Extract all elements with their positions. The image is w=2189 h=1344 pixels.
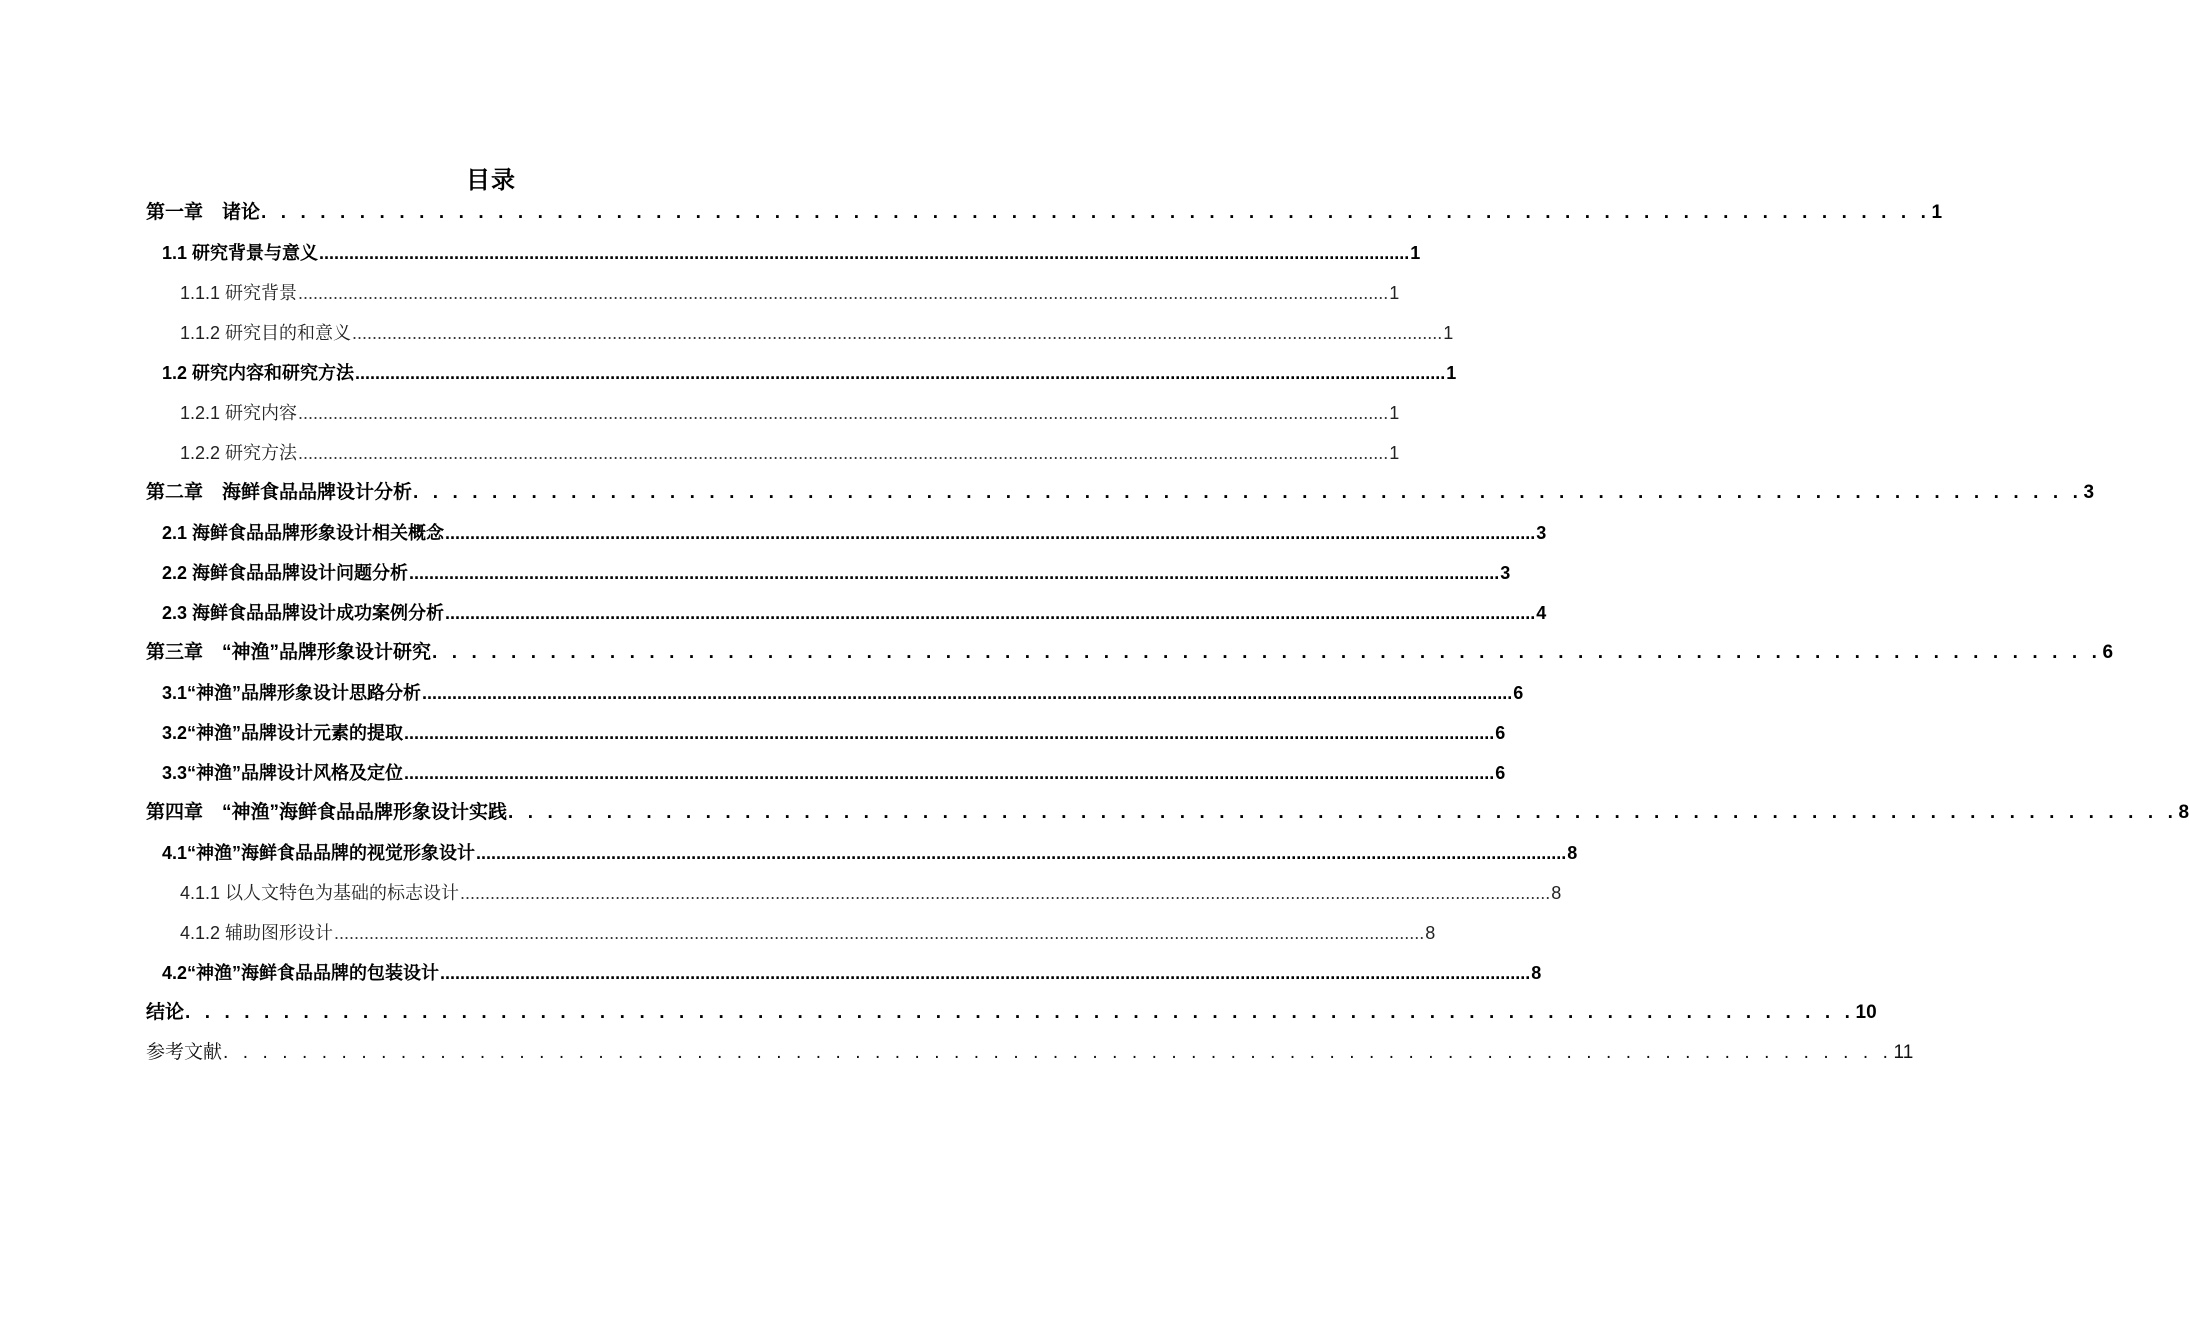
- toc-entry[interactable]: [180, 438, 1400, 468]
- toc-entry[interactable]: [162, 598, 1547, 628]
- toc-dot-leader: ..........................................................................................................................................................................................................................: [404, 723, 1495, 743]
- toc-dot-leader: ..........................................................................................................................................................................................................................: [404, 763, 1495, 783]
- toc-entry-label: 4.1.1 以人文特色为基础的标志设计: [180, 883, 460, 903]
- toc-entry-page-number: 8: [1551, 883, 1562, 903]
- toc-entry-label: 第二章 海鲜食品品牌设计分析: [146, 482, 413, 503]
- toc-dot-leader: ..........................................................................................................................................................................................................................: [440, 963, 1531, 983]
- toc-dot-leader: ..........................................................................................................................................................................................................................: [445, 523, 1536, 543]
- toc-entry-label: 4.1“神渔”海鲜食品品牌的视觉形象设计: [162, 843, 476, 863]
- toc-entry-page-number: 3: [2083, 482, 2095, 503]
- toc-entry[interactable]: [162, 558, 1511, 588]
- toc-entry-page-number: 1: [1443, 323, 1454, 343]
- toc-entry[interactable]: [146, 638, 2114, 668]
- toc-entry-label: 2.1 海鲜食品品牌形象设计相关概念: [162, 523, 445, 543]
- toc-entry-page-number: 1: [1410, 243, 1421, 263]
- toc-entry-label: 第一章 诸论: [146, 202, 261, 223]
- toc-entry-page-number: 10: [1855, 1002, 1877, 1023]
- toc-entry[interactable]: [180, 278, 1400, 308]
- toc-title: 目录: [466, 167, 516, 194]
- toc-entry-page-number: 8: [1531, 963, 1542, 983]
- toc-entry[interactable]: [180, 918, 1436, 948]
- toc-entry-page-number: 1: [1931, 202, 1943, 223]
- toc-entry-page-number: 6: [1495, 723, 1506, 743]
- toc-entry[interactable]: [162, 718, 1506, 748]
- toc-entry-page-number: 6: [1495, 763, 1506, 783]
- toc-entry-page-number: 1: [1446, 363, 1457, 383]
- toc-dot-leader: ..........................................................................................................................................................................................................................: [334, 923, 1425, 943]
- toc-entry-label: 1.1.1 研究背景: [180, 283, 298, 303]
- toc-entry-page-number: 8: [1567, 843, 1578, 863]
- toc-entry-page-number: 3: [1500, 563, 1511, 583]
- toc-entry-page-number: 6: [2102, 642, 2114, 663]
- toc-entry[interactable]: [146, 478, 2095, 508]
- toc-entry-label: 2.2 海鲜食品品牌设计问题分析: [162, 563, 409, 583]
- toc-entry-page-number: 4: [1536, 603, 1547, 623]
- toc-entry-page-number: 6: [1513, 683, 1524, 703]
- toc-entry-page-number: 3: [1536, 523, 1547, 543]
- toc-entry-page-number: 1: [1389, 283, 1400, 303]
- toc-dot-leader: ..........................................................................................................................................................................................................................: [352, 323, 1443, 343]
- toc-entry[interactable]: [162, 838, 1578, 868]
- toc-dot-leader: ..........................................................................................................................................................................................................................: [319, 243, 1410, 263]
- toc-entry-label: 参考文献: [146, 1042, 223, 1063]
- toc-dot-leader: ..........................................................................................................................................................................................................................: [298, 403, 1389, 423]
- toc-entry-label: 1.1.2 研究目的和意义: [180, 323, 352, 343]
- toc-dot-leader: . . . . . . . . . . . . . . . . . . . . . . . . . . . . . . . . . . . . . . . . . . . . . . . . . . . . . . . . . . . . . . . . . . . . . . . . . . . . . . . . . . . . .: [432, 642, 2102, 663]
- toc-entry-label: 第四章 “神渔”海鲜食品品牌形象设计实践: [146, 802, 508, 823]
- toc-dot-leader: . . . . . . . . . . . . . . . . . . . . . . . . . . . . . . . . . . . . . . . . . . . . . . . . . . . . . . . . . . . . . . . . . . . . . . . . . . . . . . . . . . . . .: [223, 1042, 1893, 1063]
- toc-entry-label: 1.2.1 研究内容: [180, 403, 298, 423]
- toc-entry-label: 3.3“神渔”品牌设计风格及定位: [162, 763, 404, 783]
- toc-entry-page-number: 8: [2178, 802, 2189, 823]
- toc-entry-label: 1.2.2 研究方法: [180, 443, 298, 463]
- toc-dot-leader: . . . . . . . . . . . . . . . . . . . . . . . . . . . . . . . . . . . . . . . . . . . . . . . . . . . . . . . . . . . . . . . . . . . . . . . . . . . . . . . . . . . . .: [413, 482, 2083, 503]
- toc-dot-leader: . . . . . . . . . . . . . . . . . . . . . . . . . . . . . . . . . . . . . . . . . . . . . . . . . . . . . . . . . . . . . . . . . . . . . . . . . . . . . . . . . . . . .: [185, 1002, 1855, 1023]
- toc-dot-leader: ..........................................................................................................................................................................................................................: [476, 843, 1567, 863]
- toc-entry[interactable]: [162, 678, 1524, 708]
- toc-dot-leader: . . . . . . . . . . . . . . . . . . . . . . . . . . . . . . . . . . . . . . . . . . . . . . . . . . . . . . . . . . . . . . . . . . . . . . . . . . . . . . . . . . . . .: [508, 802, 2178, 823]
- toc-entry-label: 结论: [146, 1002, 185, 1023]
- toc-entry[interactable]: [146, 998, 1877, 1028]
- toc-dot-leader: ..........................................................................................................................................................................................................................: [298, 283, 1389, 303]
- toc-entry-label: 3.2“神渔”品牌设计元素的提取: [162, 723, 404, 743]
- toc-entry[interactable]: [146, 198, 1943, 228]
- toc-dot-leader: ..........................................................................................................................................................................................................................: [355, 363, 1446, 383]
- toc-entry-label: 第三章 “神渔”品牌形象设计研究: [146, 642, 432, 663]
- toc-dot-leader: ..........................................................................................................................................................................................................................: [298, 443, 1389, 463]
- toc-entry[interactable]: [162, 358, 1457, 388]
- toc-entry-label: 1.2 研究内容和研究方法: [162, 363, 355, 383]
- toc-entry-label: 3.1“神渔”品牌形象设计思路分析: [162, 683, 422, 703]
- toc-entry[interactable]: [180, 878, 1562, 908]
- toc-dot-leader: . . . . . . . . . . . . . . . . . . . . . . . . . . . . . . . . . . . . . . . . . . . . . . . . . . . . . . . . . . . . . . . . . . . . . . . . . . . . . . . . . . . . .: [261, 202, 1931, 223]
- toc-entry[interactable]: [146, 798, 2189, 828]
- toc-entry[interactable]: [162, 238, 1421, 268]
- toc-entry-label: 4.1.2 辅助图形设计: [180, 923, 334, 943]
- toc-entry-label: 4.2“神渔”海鲜食品品牌的包装设计: [162, 963, 440, 983]
- toc-dot-leader: ..........................................................................................................................................................................................................................: [409, 563, 1500, 583]
- toc-entry[interactable]: [180, 318, 1454, 348]
- toc-entry[interactable]: [162, 958, 1542, 988]
- toc-entry[interactable]: [146, 1038, 1914, 1068]
- toc-entry[interactable]: [162, 518, 1547, 548]
- toc-dot-leader: ..........................................................................................................................................................................................................................: [460, 883, 1551, 903]
- toc-dot-leader: ..........................................................................................................................................................................................................................: [445, 603, 1536, 623]
- toc-dot-leader: ..........................................................................................................................................................................................................................: [422, 683, 1513, 703]
- toc-entry-page-number: 8: [1425, 923, 1436, 943]
- toc-entry-page-number: 1: [1389, 443, 1400, 463]
- toc-entry-label: 1.1 研究背景与意义: [162, 243, 319, 263]
- toc-entry-page-number: 1: [1389, 403, 1400, 423]
- toc-entry-page-number: 11: [1893, 1042, 1914, 1063]
- toc-entry-label: 2.3 海鲜食品品牌设计成功案例分析: [162, 603, 445, 623]
- toc-entry[interactable]: [162, 758, 1506, 788]
- toc-entry[interactable]: [180, 398, 1400, 428]
